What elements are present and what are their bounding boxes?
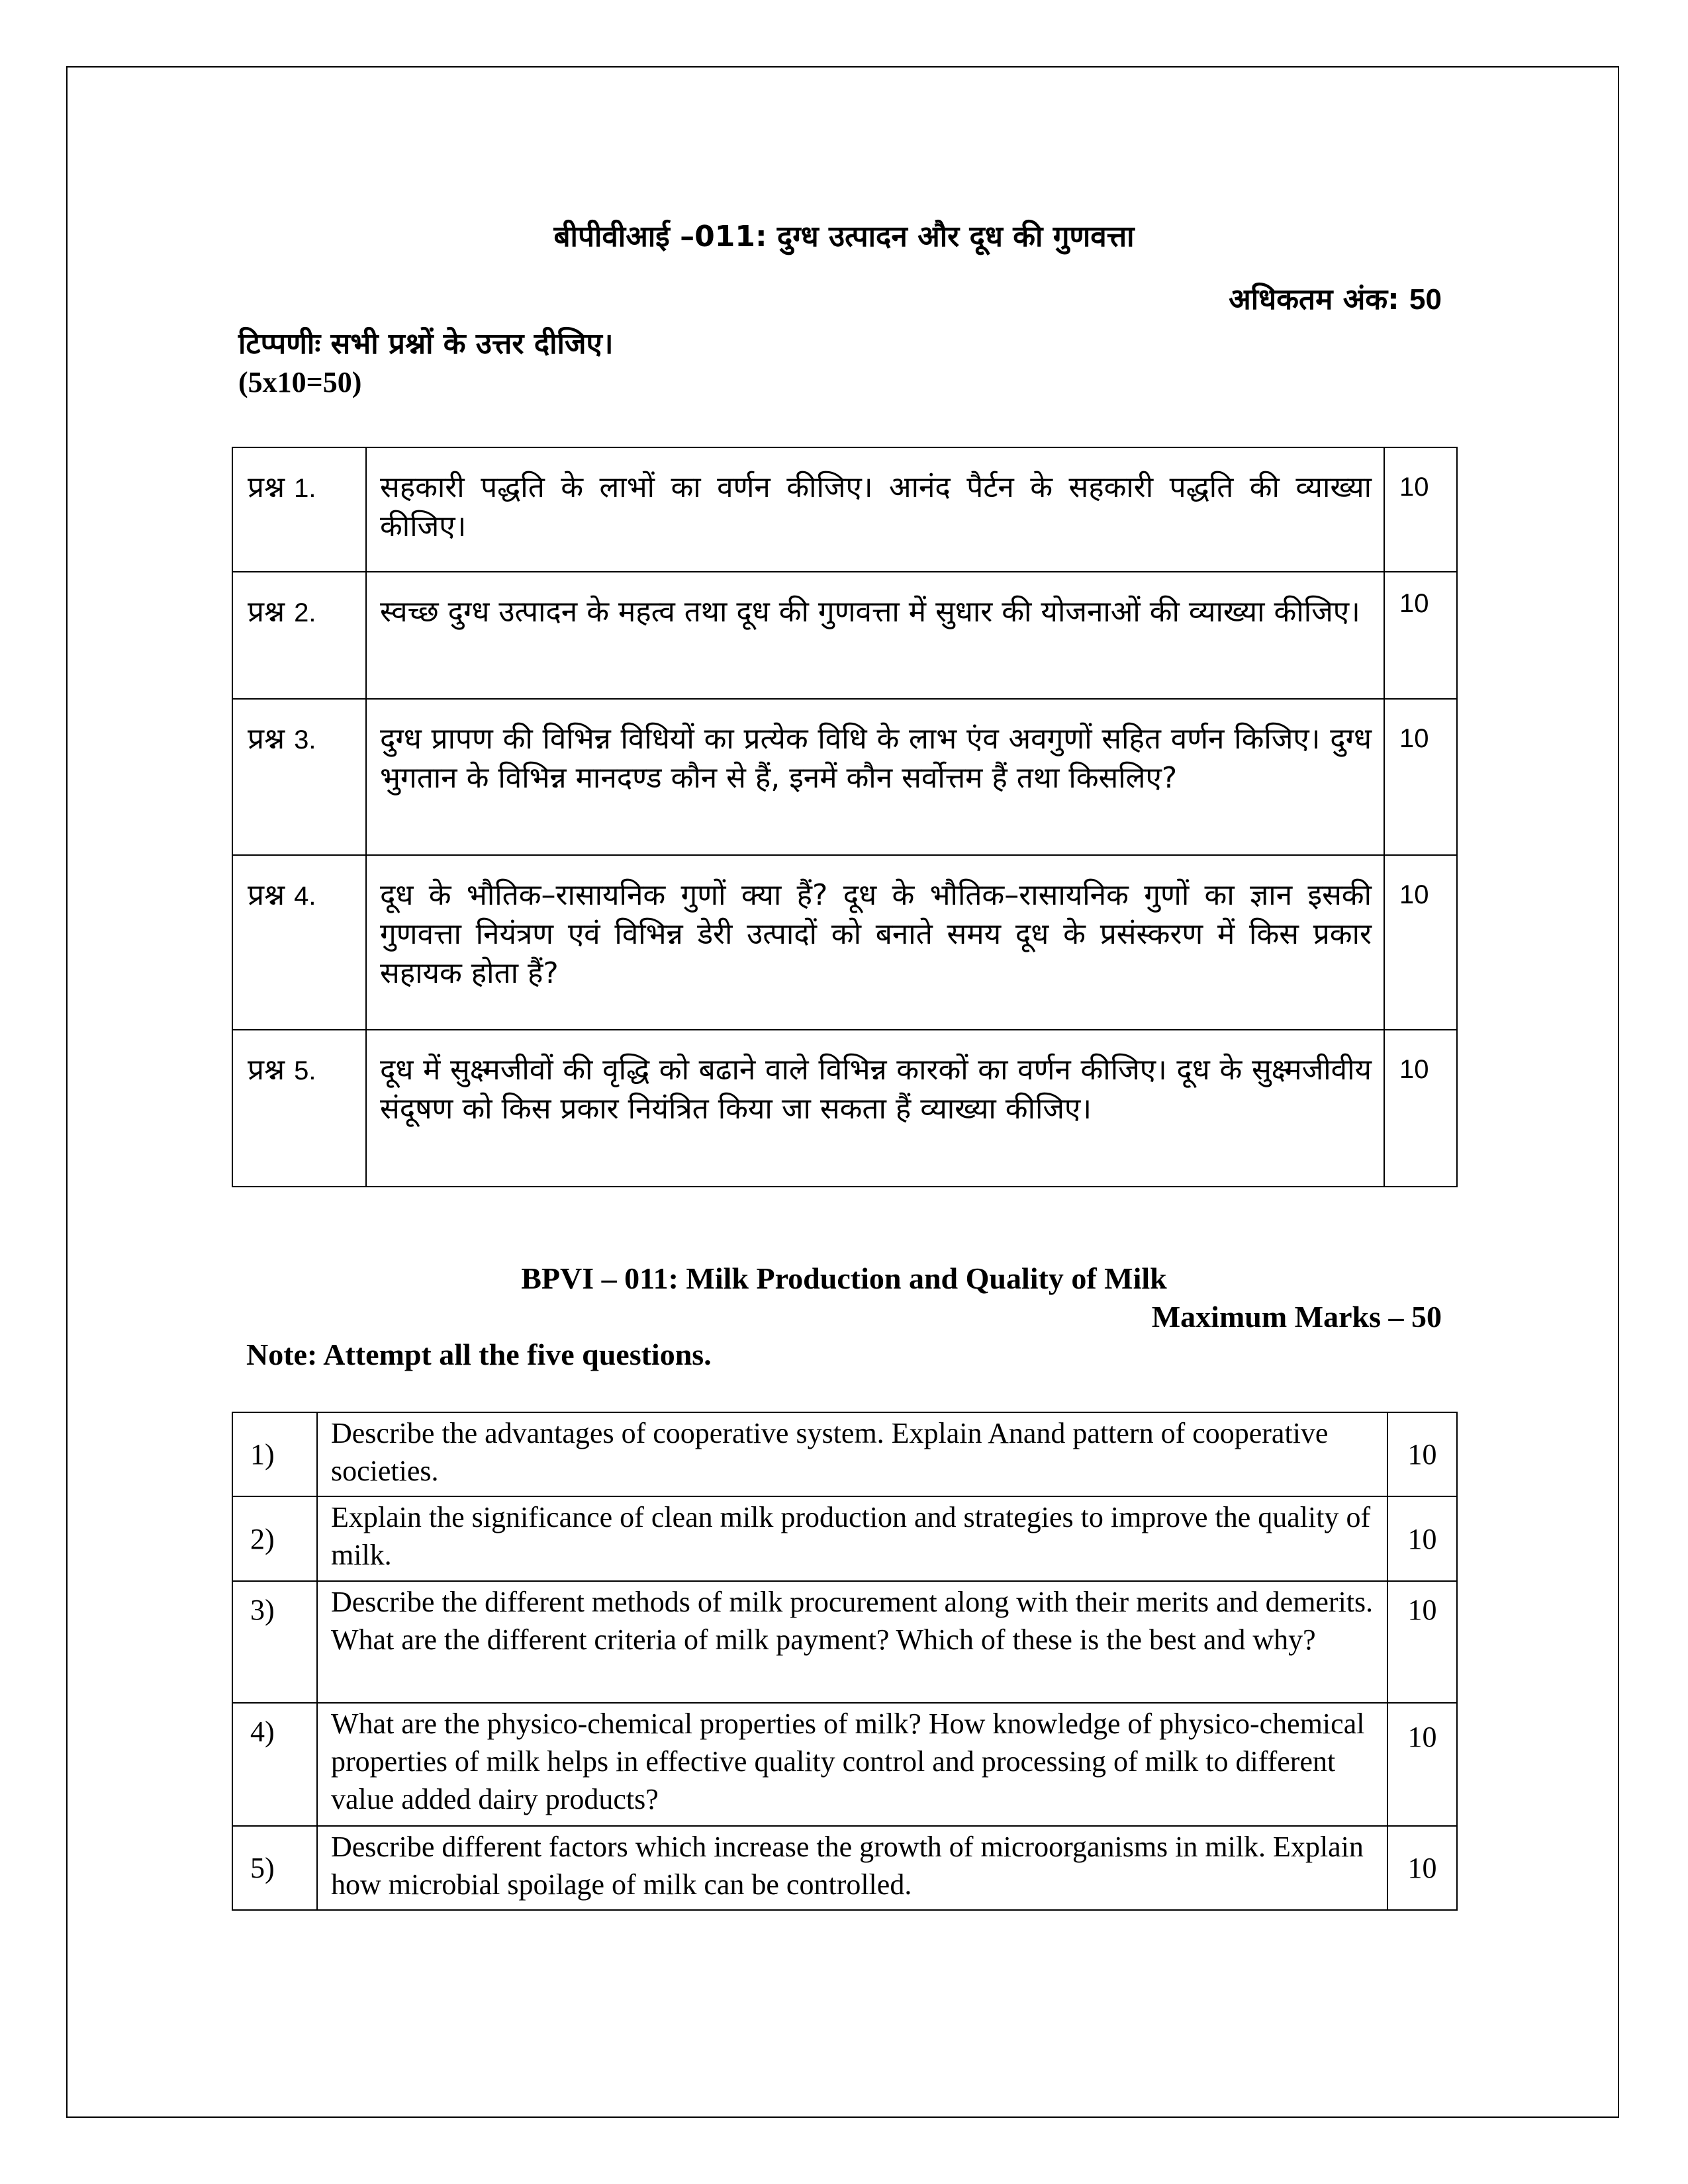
english-note: Note: Attempt all the five questions. [246,1338,712,1371]
question-marks: 10 [1387,1496,1457,1581]
question-marks: 10 [1384,855,1457,1030]
question-number: प्रश्न 3. [232,699,366,855]
question-marks: 10 [1384,1030,1457,1187]
table-row [232,1412,1457,1496]
hindi-max-marks-label: अधिकतम अंक: [1229,283,1399,316]
question-marks: 10 [1384,699,1457,855]
table-row [232,1581,1457,1703]
english-max-marks: Maximum Marks – 50 [1151,1300,1442,1334]
table-row [232,699,1457,855]
question-text: Explain the significance of clean milk production and strategies to improve the quality of milk. [317,1496,1387,1581]
question-marks: 10 [1387,1703,1457,1826]
question-number: प्रश्न 5. [232,1030,366,1187]
question-text: सहकारी पद्धति के लाभों का वर्णन कीजिए। आनंद पैर्टन के सहकारी पद्धति की व्याख्या कीजिए। [366,447,1384,572]
question-text: Describe different factors which increase the growth of microorganisms in milk. Explain how microbial spoilage of milk can be controlled. [317,1826,1387,1910]
question-marks: 10 [1387,1581,1457,1703]
table-row [232,855,1457,1030]
english-paper-title: BPVI – 011: Milk Production and Quality of Milk [521,1261,1167,1295]
table-row [232,1826,1457,1910]
question-number: 2) [232,1496,317,1581]
question-marks: 10 [1384,447,1457,572]
question-number: प्रश्न 1. [232,447,366,572]
table-row [232,447,1457,572]
question-marks: 10 [1387,1412,1457,1496]
question-number: 1) [232,1412,317,1496]
hindi-max-marks-value: 50 [1409,283,1442,316]
table-row [232,1496,1457,1581]
hindi-note: टिप्पणीः सभी प्रश्नों के उत्तर दीजिए। [238,327,614,361]
table-row [232,1030,1457,1187]
question-number: प्रश्न 2. [232,572,366,699]
question-text: दुग्ध प्रापण की विभिन्न विधियों का प्रत्येक विधि के लाभ एंव अवगुणों सहित वर्णन किजिए। दुग्ध भुगतान के विभिन्न मानदण्ड कौन से हैं, इनमें कौन सर्वोत्तम हैं तथा किसलिए? [366,699,1384,855]
question-text: दूध के भौतिक–रासायनिक गुणों क्या हैं? दूध के भौतिक–रासायनिक गुणों का ज्ञान इसकी गुणवत्ता नियंत्रण एवं विभिन्न डेरी उत्पादों को बनाते समय दूध के प्रसंस्करण में किस प्रकार सहायक होता हैं? [366,855,1384,1030]
hindi-max-marks [1229,278,1442,318]
question-text: Describe the different methods of milk procurement along with their merits and demerits. What are the different criteria of milk payment? Which of these is the best and why? [317,1581,1387,1703]
question-number: 5) [232,1826,317,1910]
hindi-paper-title: बीपीवीआई –011: दुग्ध उत्पादन और दूध की गुणवत्ता [553,220,1135,253]
question-marks: 10 [1384,572,1457,699]
question-number: 4) [232,1703,317,1826]
hindi-questions-table [232,447,1458,1187]
english-questions-table [232,1412,1458,1911]
table-row [232,572,1457,699]
question-text: स्वच्छ दुग्ध उत्पादन के महत्व तथा दूध की गुणवत्ता में सुधार की योजनाओं की व्याख्या कीजिए। [366,572,1384,699]
table-row [232,1703,1457,1826]
question-number: 3) [232,1581,317,1703]
question-number: प्रश्न 4. [232,855,366,1030]
question-text: दूध में सुक्ष्मजीवों की वृद्धि को बढाने वाले विभिन्न कारकों का वर्णन कीजिए। दूध के सुक्ष्मजीवीय संदूषण को किस प्रकार नियंत्रित किया जा सकता हैं व्याख्या कीजिए। [366,1030,1384,1187]
question-text: Describe the advantages of cooperative system. Explain Anand pattern of cooperative societies. [317,1412,1387,1496]
question-marks: 10 [1387,1826,1457,1910]
question-text: What are the physico-chemical properties of milk? How knowledge of physico-chemical properties of milk helps in effective quality control and processing of milk to different value added dairy products? [317,1703,1387,1826]
hindi-marks-scheme: (5x10=50) [238,366,362,398]
